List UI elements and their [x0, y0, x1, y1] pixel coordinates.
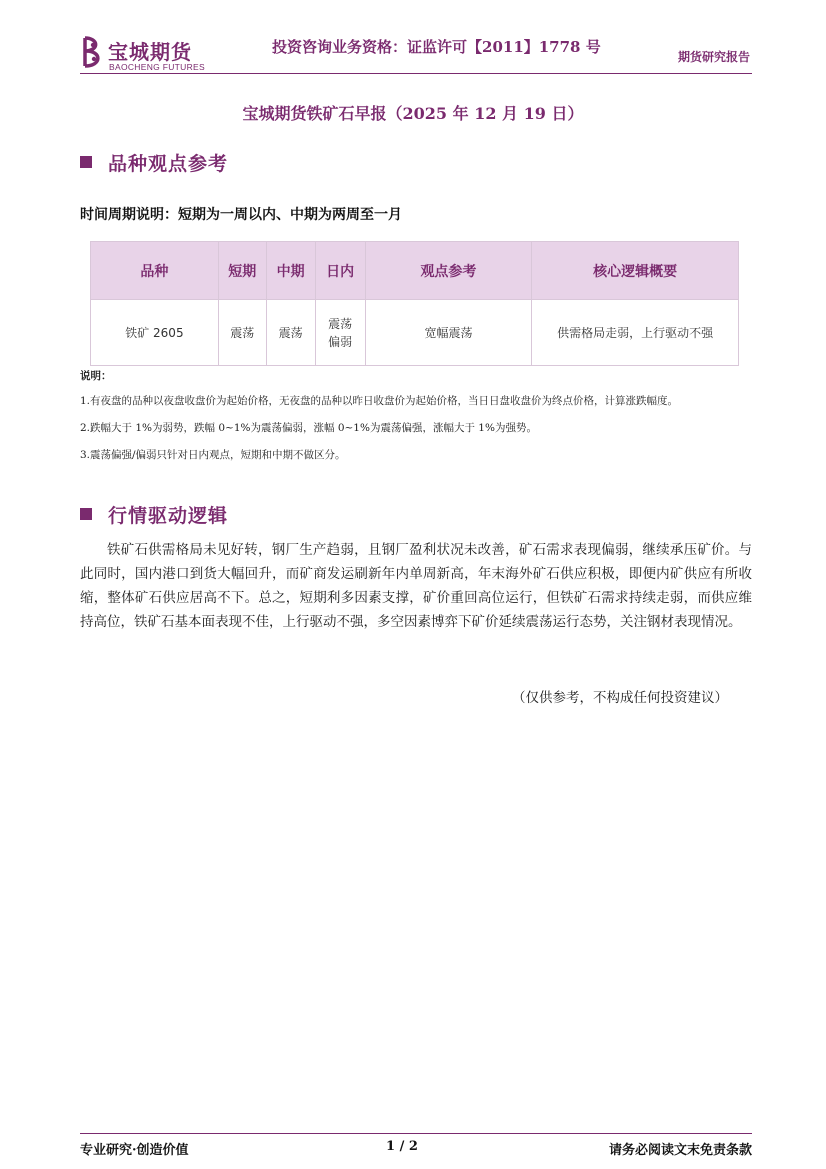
- page-footer: [80, 1139, 752, 1159]
- square-bullet-icon: [80, 508, 92, 520]
- cell-view: 宽幅震荡: [365, 300, 532, 366]
- page-number: 1 / 2: [386, 1139, 418, 1154]
- header-divider: [80, 73, 752, 74]
- analysis-paragraph: 铁矿石供需格局未见好转，钢厂生产趋弱，且钢厂盈利状况未改善，矿石需求表现偏弱，继续承压矿价。与此同时，国内港口到货大幅回升，而矿商发运刷新年内单周新高，年末海外矿石供应积极，即便内矿供应有所收缩，整体矿石供应居高不下。总之，短期利多因素支撑，矿价重回高位运行，但铁矿石需求持续走弱，而供应维持高位，铁矿石基本面表现不佳，上行驱动不强，多空因素博弈下矿价延续震荡运行态势，关注钢材表现情况。: [80, 542, 752, 630]
- cell-short: 震荡: [218, 300, 266, 366]
- view-table: [90, 241, 739, 366]
- section-heading-view: [80, 150, 228, 174]
- footer-slogan: 专业研究·创造价值: [80, 1143, 189, 1158]
- col-header-intraday: 日内: [315, 242, 365, 300]
- col-header-mid: 中期: [266, 242, 315, 300]
- license-text: 投资咨询业务资格：证监许可【2011】1778 号: [272, 38, 601, 56]
- notes-block: [80, 368, 752, 474]
- note-item: 3.震荡偏强/偏弱只针对日内观点，短期和中期不做区分。: [80, 449, 346, 461]
- square-bullet-icon: [80, 156, 92, 168]
- cell-variety: 铁矿 2605: [91, 300, 219, 366]
- baocheng-logo-icon: [80, 36, 106, 68]
- logo-chinese-name: 宝城期货: [108, 40, 192, 64]
- col-header-short: 短期: [218, 242, 266, 300]
- col-header-view: 观点参考: [365, 242, 532, 300]
- page-header: [80, 30, 750, 74]
- cell-logic: 供需格局走弱，上行驱动不强: [532, 300, 739, 366]
- notes-label: 说明：: [80, 370, 112, 382]
- section-title-view: 品种观点参考: [108, 152, 229, 175]
- cell-intraday: 震荡偏弱: [315, 300, 365, 366]
- footer-disclaimer-link[interactable]: 请务必阅读文末免责条款: [608, 1143, 752, 1158]
- logo-english-name: BAOCHENG FUTURES: [109, 62, 205, 72]
- section-title-logic: 行情驱动逻辑: [108, 504, 229, 527]
- report-title: 宝城期货铁矿石早报（2025 年 12 月 19 日）: [242, 104, 584, 123]
- period-note: 时间周期说明：短期为一周以内、中期为两周至一月: [80, 207, 402, 223]
- col-header-logic: 核心逻辑概要: [532, 242, 739, 300]
- table-row: [91, 300, 739, 366]
- col-header-variety: 品种: [91, 242, 219, 300]
- disclaimer-text: （仅供参考，不构成任何投资建议）: [512, 690, 728, 706]
- company-logo: [80, 36, 210, 72]
- table-header-row: [91, 242, 739, 300]
- cell-mid: 震荡: [266, 300, 315, 366]
- report-type-label: 期货研究报告: [677, 50, 750, 64]
- note-item: 1.有夜盘的品种以夜盘收盘价为起始价格，无夜盘的品种以昨日收盘价为起始价格，当日日盘收盘价为终点价格，计算涨跌幅度。: [80, 395, 679, 407]
- note-item: 2.跌幅大于 1%为弱势，跌幅 0~1%为震荡偏弱，涨幅 0~1%为震荡偏强，涨幅大于 1%为强势。: [80, 422, 537, 434]
- section-heading-logic: [80, 502, 228, 526]
- footer-divider: [80, 1133, 752, 1134]
